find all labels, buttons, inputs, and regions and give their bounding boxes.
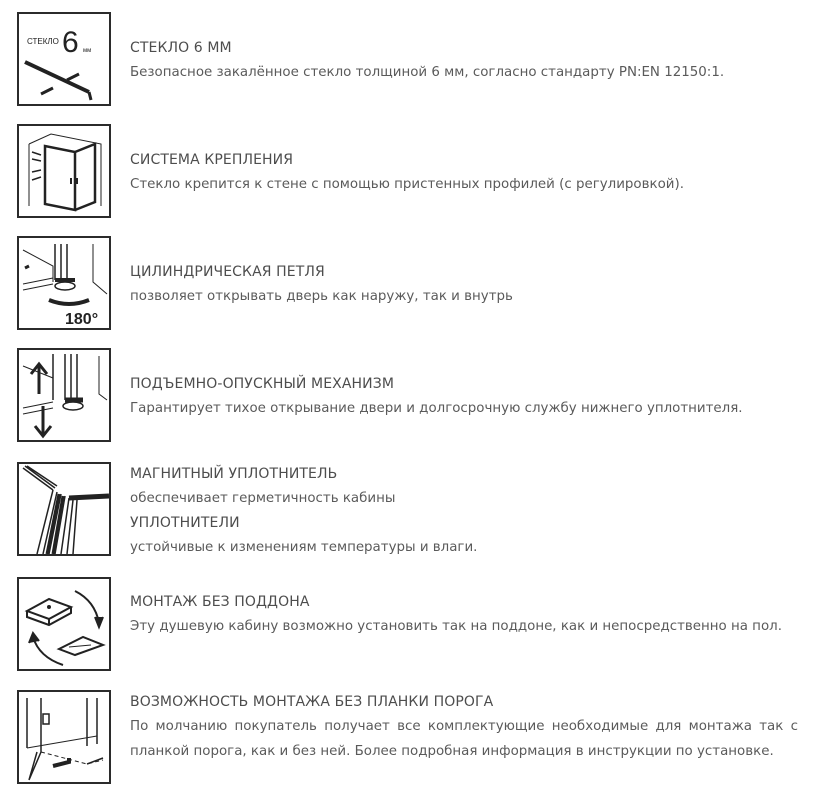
feature-description: Эту душевую кабину возможно установить так на поддоне, как и непосредственно на пол. <box>130 619 782 634</box>
feature-description: Гарантирует тихое открывание двери и долгосрочную службу нижнего уплотнителя. <box>130 401 743 416</box>
feature-description: позволяет открывать дверь как наружу, так и внутрь <box>130 289 513 304</box>
feature-description-secondary: устойчивые к изменениям температуры и влаги. <box>130 540 478 555</box>
feature-description: обеспечивает герметичность кабины <box>130 491 396 506</box>
magnetic-seal-icon <box>17 462 111 556</box>
feature-title: ПОДЪЕМНО-ОПУСКНЫЙ МЕХАНИЗМ <box>130 376 395 392</box>
feature-title: СИСТЕМА КРЕПЛЕНИЯ <box>130 152 294 168</box>
lift-mechanism-icon <box>17 348 111 442</box>
svg-text:180°: 180° <box>65 311 99 328</box>
feature-title-secondary: УПЛОТНИТЕЛИ <box>130 515 240 531</box>
no-tray-install-icon <box>17 577 111 671</box>
wall-mount-system-icon <box>17 124 111 218</box>
feature-title: ВОЗМОЖНОСТЬ МОНТАЖА БЕЗ ПЛАНКИ ПОРОГА <box>130 694 494 710</box>
feature-title: МОНТАЖ БЕЗ ПОДДОНА <box>130 594 310 610</box>
cylindrical-hinge-icon <box>17 236 111 330</box>
feature-title: МАГНИТНЫЙ УПЛОТНИТЕЛЬ <box>130 466 338 482</box>
feature-description: Стекло крепится к стене с помощью пристенных профилей (с регулировкой). <box>130 177 684 192</box>
feature-title: ЦИЛИНДРИЧЕСКАЯ ПЕТЛЯ <box>130 264 325 280</box>
feature-description: По молчанию покупатель получает все комплектующие необходимые для монтажа так с планкой порога, как и без ней. Более подробная информация в инструкции по установке. <box>130 719 798 759</box>
svg-text:СТЕКЛО: СТЕКЛО <box>27 37 59 46</box>
svg-text:6: 6 <box>62 26 79 59</box>
feature-title: СТЕКЛО 6 ММ <box>130 40 232 56</box>
glass-6mm-icon <box>17 12 111 106</box>
no-threshold-install-icon <box>17 690 111 784</box>
svg-text:мм: мм <box>83 48 92 54</box>
feature-description: Безопасное закалённое стекло толщиной 6 мм, согласно стандарту PN:EN 12150:1. <box>130 65 725 80</box>
